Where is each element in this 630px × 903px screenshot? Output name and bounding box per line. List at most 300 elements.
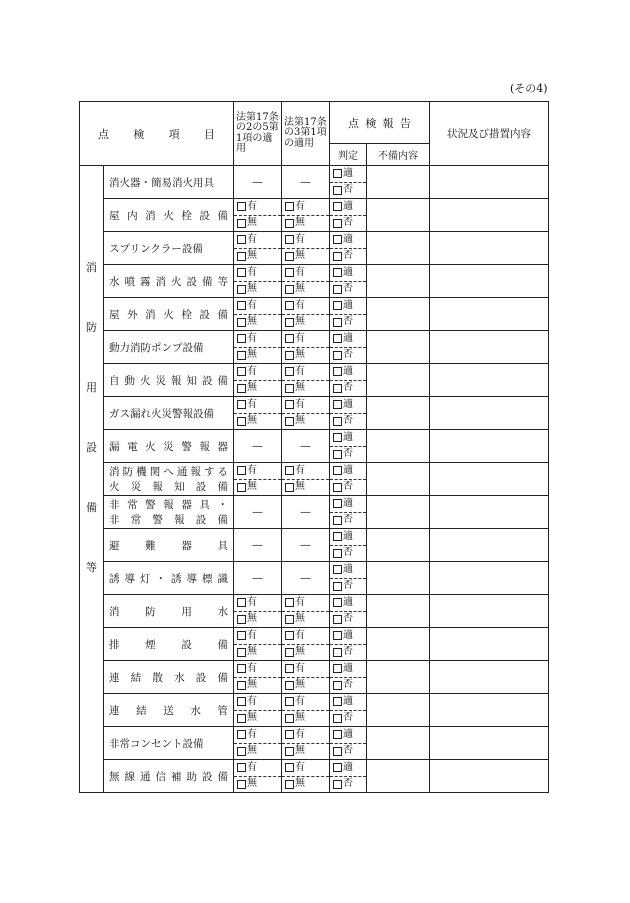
item-name-char: 識 <box>217 572 228 585</box>
checkbox-label: 適 <box>343 563 353 575</box>
checkbox-square[interactable] <box>285 648 294 657</box>
status-field[interactable] <box>430 232 549 265</box>
item-name-char: 防 <box>145 605 156 618</box>
judgement-options <box>330 760 366 792</box>
item-name-char: 難 <box>145 539 156 552</box>
status-field[interactable] <box>430 562 549 595</box>
checkbox-square[interactable] <box>285 219 294 228</box>
checkbox-square[interactable] <box>333 763 342 772</box>
pass-checkbox[interactable] <box>330 562 366 579</box>
checkbox-square[interactable] <box>237 219 246 228</box>
none-checkbox[interactable] <box>282 381 329 397</box>
item-name-cell <box>104 463 234 496</box>
checkbox-square[interactable] <box>333 631 342 640</box>
checkbox-square[interactable] <box>285 417 294 426</box>
judgement-options <box>330 529 366 561</box>
checkbox-square[interactable] <box>285 730 294 739</box>
checkbox-square[interactable] <box>333 384 342 393</box>
item-name-char: 防 <box>122 465 134 478</box>
status-field[interactable] <box>430 463 549 496</box>
item-name-line1 <box>109 465 228 479</box>
status-field[interactable] <box>430 529 549 562</box>
checkbox-label: 否 <box>343 613 353 625</box>
checkbox-square[interactable] <box>237 367 246 376</box>
item-name: 非常コンセント設備 <box>109 737 204 750</box>
checkbox-square[interactable] <box>333 268 342 277</box>
status-field[interactable] <box>430 727 549 760</box>
item-name-char: 煙 <box>145 638 156 651</box>
checkbox-square[interactable] <box>237 697 246 706</box>
have-checkbox[interactable] <box>282 397 329 414</box>
judgement-cell <box>330 232 367 265</box>
item-name-char: 消 <box>145 308 156 321</box>
checkbox-square[interactable] <box>333 532 342 541</box>
item-name-char: 設 <box>181 638 192 651</box>
applicability-law17-3 <box>282 364 330 397</box>
checkbox-label: 無 <box>247 646 257 658</box>
none-checkbox[interactable] <box>282 711 329 727</box>
none-checkbox[interactable] <box>234 777 281 793</box>
defect-field[interactable] <box>367 232 430 265</box>
checkbox-square[interactable] <box>237 351 246 360</box>
checkbox-square[interactable] <box>285 334 294 343</box>
checkbox-square[interactable] <box>285 301 294 310</box>
checkbox-label: 適 <box>343 233 353 245</box>
none-checkbox[interactable] <box>234 744 281 760</box>
pass-checkbox[interactable] <box>330 397 366 414</box>
checkbox-square[interactable] <box>237 285 246 294</box>
checkbox-square[interactable] <box>237 714 246 723</box>
have-checkbox[interactable] <box>282 265 329 282</box>
header-inspection-report <box>330 102 430 144</box>
fail-checkbox[interactable] <box>330 546 366 562</box>
checkbox-square[interactable] <box>237 483 246 492</box>
fail-checkbox[interactable] <box>330 414 366 430</box>
checkbox-square[interactable] <box>237 202 246 211</box>
checkbox-square[interactable] <box>237 417 246 426</box>
none-checkbox[interactable] <box>282 744 329 760</box>
item-name-char: 水 <box>109 275 120 288</box>
none-checkbox[interactable] <box>282 348 329 364</box>
have-checkbox[interactable] <box>234 331 281 348</box>
applicability-options <box>282 364 329 396</box>
have-checkbox[interactable] <box>282 199 329 216</box>
defect-field[interactable] <box>367 628 430 661</box>
checkbox-square[interactable] <box>333 730 342 739</box>
pass-checkbox[interactable] <box>330 298 366 315</box>
checkbox-square[interactable] <box>285 714 294 723</box>
status-field[interactable] <box>430 430 549 463</box>
item-name-cell <box>104 595 234 628</box>
defect-field[interactable] <box>367 727 430 760</box>
fail-checkbox[interactable] <box>330 249 366 265</box>
checkbox-square[interactable] <box>333 780 342 789</box>
checkbox-square[interactable] <box>333 301 342 310</box>
have-checkbox[interactable] <box>282 760 329 777</box>
defect-field[interactable] <box>367 265 430 298</box>
checkbox-label: 無 <box>247 712 257 724</box>
status-field[interactable] <box>430 496 549 529</box>
checkbox-label: 否 <box>343 646 353 658</box>
item-name-char: 備 <box>217 374 228 387</box>
item-name-char: 報 <box>190 465 201 478</box>
defect-field[interactable] <box>367 529 430 562</box>
defect-field[interactable] <box>367 331 430 364</box>
checkbox-square[interactable] <box>285 466 294 475</box>
none-checkbox[interactable] <box>282 645 329 661</box>
have-checkbox[interactable] <box>282 232 329 249</box>
item-name-char: 常 <box>130 513 142 526</box>
checkbox-square[interactable] <box>333 681 342 690</box>
checkbox-square[interactable] <box>237 268 246 277</box>
have-checkbox[interactable] <box>282 298 329 315</box>
checkbox-square[interactable] <box>285 664 294 673</box>
checkbox-square[interactable] <box>285 631 294 640</box>
checkbox-square[interactable] <box>333 433 342 442</box>
checkbox-square[interactable] <box>333 483 342 492</box>
applicability-law17-3 <box>282 760 330 793</box>
status-field[interactable] <box>430 331 549 364</box>
header-report-char: 告 <box>399 116 411 130</box>
checkbox-square[interactable] <box>333 565 342 574</box>
checkbox-label: 適 <box>343 431 353 443</box>
status-field[interactable] <box>430 595 549 628</box>
have-checkbox[interactable] <box>234 298 281 315</box>
judgement-cell <box>330 397 367 430</box>
applicability-options <box>234 232 281 264</box>
judgement-cell <box>330 364 367 397</box>
checkbox-square[interactable] <box>333 219 342 228</box>
checkbox-square[interactable] <box>237 664 246 673</box>
have-checkbox[interactable] <box>282 694 329 711</box>
have-checkbox[interactable] <box>234 265 281 282</box>
item-name-char: 消 <box>145 209 156 222</box>
none-checkbox[interactable] <box>234 249 281 265</box>
checkbox-square[interactable] <box>333 598 342 607</box>
fail-checkbox[interactable] <box>330 678 366 694</box>
defect-field[interactable] <box>367 661 430 694</box>
checkbox-square[interactable] <box>237 466 246 475</box>
status-field[interactable] <box>430 265 549 298</box>
checkbox-label: 有 <box>295 332 305 344</box>
status-field[interactable] <box>430 397 549 430</box>
checkbox-label: 否 <box>343 184 353 196</box>
have-checkbox[interactable] <box>282 595 329 612</box>
checkbox-square[interactable] <box>333 318 342 327</box>
checkbox-square[interactable] <box>333 664 342 673</box>
fail-checkbox[interactable] <box>330 612 366 628</box>
fail-checkbox[interactable] <box>330 711 366 727</box>
none-checkbox[interactable] <box>234 348 281 364</box>
have-checkbox[interactable] <box>282 331 329 348</box>
have-checkbox[interactable] <box>282 661 329 678</box>
fail-checkbox[interactable] <box>330 645 366 661</box>
none-checkbox[interactable] <box>234 678 281 694</box>
item-name-char: 知 <box>186 374 197 387</box>
checkbox-square[interactable] <box>285 367 294 376</box>
none-checkbox[interactable] <box>282 678 329 694</box>
have-checkbox[interactable] <box>282 364 329 381</box>
checkbox-square[interactable] <box>285 318 294 327</box>
none-checkbox[interactable] <box>234 216 281 232</box>
have-checkbox[interactable] <box>282 727 329 744</box>
checkbox-square[interactable] <box>333 367 342 376</box>
checkbox-label: 有 <box>247 299 257 311</box>
defect-field[interactable] <box>367 397 430 430</box>
checkbox-square[interactable] <box>333 516 342 525</box>
checkbox-square[interactable] <box>285 252 294 261</box>
defect-field[interactable] <box>367 496 430 529</box>
item-name-char: 霧 <box>140 275 151 288</box>
checkbox-square[interactable] <box>333 648 342 657</box>
item-name-char: 標 <box>202 572 213 585</box>
defect-field[interactable] <box>367 199 430 232</box>
pass-checkbox[interactable] <box>330 364 366 381</box>
fail-checkbox[interactable] <box>330 513 366 529</box>
none-checkbox[interactable] <box>234 711 281 727</box>
fail-checkbox[interactable] <box>330 579 366 595</box>
checkbox-square[interactable] <box>333 334 342 343</box>
checkbox-square[interactable] <box>333 235 342 244</box>
item-name-char: 備 <box>217 671 228 684</box>
checkbox-square[interactable] <box>333 186 342 195</box>
status-field[interactable] <box>430 694 549 727</box>
applicability-options <box>234 364 281 396</box>
have-checkbox[interactable] <box>282 463 329 480</box>
defect-field[interactable] <box>367 298 430 331</box>
pass-checkbox[interactable] <box>330 199 366 216</box>
checkbox-square[interactable] <box>285 268 294 277</box>
checkbox-square[interactable] <box>237 631 246 640</box>
checkbox-square[interactable] <box>333 697 342 706</box>
item-name-two-line <box>109 465 228 494</box>
fail-checkbox[interactable] <box>330 183 366 199</box>
pass-checkbox[interactable] <box>330 265 366 282</box>
item-name-char: 設 <box>202 770 213 783</box>
checkbox-square[interactable] <box>333 466 342 475</box>
checkbox-square[interactable] <box>285 598 294 607</box>
checkbox-square[interactable] <box>285 202 294 211</box>
item-name-char: 噴 <box>124 275 135 288</box>
checkbox-square[interactable] <box>237 681 246 690</box>
pass-checkbox[interactable] <box>330 727 366 744</box>
checkbox-square[interactable] <box>333 499 342 508</box>
checkbox-square[interactable] <box>285 483 294 492</box>
item-name-char: 報 <box>152 480 163 493</box>
checkbox-square[interactable] <box>285 235 294 244</box>
checkbox-square[interactable] <box>333 450 342 459</box>
checkbox-square[interactable] <box>237 400 246 409</box>
checkbox-square[interactable] <box>333 714 342 723</box>
fail-checkbox[interactable] <box>330 315 366 331</box>
checkbox-square[interactable] <box>237 615 246 624</box>
status-field[interactable] <box>430 628 549 661</box>
fail-checkbox[interactable] <box>330 447 366 463</box>
have-checkbox[interactable] <box>234 760 281 777</box>
checkbox-square[interactable] <box>237 318 246 327</box>
checkbox-square[interactable] <box>285 615 294 624</box>
applicability-options <box>282 694 329 726</box>
none-checkbox[interactable] <box>234 480 281 496</box>
checkbox-label: 否 <box>343 448 353 460</box>
checkbox-square[interactable] <box>333 252 342 261</box>
none-checkbox[interactable] <box>234 381 281 397</box>
status-field[interactable] <box>430 364 549 397</box>
pass-checkbox[interactable] <box>330 496 366 513</box>
judgement-cell <box>330 760 367 793</box>
pass-checkbox[interactable] <box>330 430 366 447</box>
fail-checkbox[interactable] <box>330 480 366 496</box>
fail-checkbox[interactable] <box>330 216 366 232</box>
checkbox-square[interactable] <box>333 582 342 591</box>
none-checkbox[interactable] <box>282 282 329 298</box>
checkbox-square[interactable] <box>237 648 246 657</box>
none-checkbox[interactable] <box>234 282 281 298</box>
checkbox-square[interactable] <box>333 202 342 211</box>
item-name-char: 設 <box>199 209 210 222</box>
checkbox-square[interactable] <box>285 697 294 706</box>
applicability-law17-3 <box>282 199 330 232</box>
defect-field[interactable] <box>367 595 430 628</box>
none-checkbox[interactable] <box>234 414 281 430</box>
checkbox-square[interactable] <box>237 598 246 607</box>
checkbox-square[interactable] <box>333 169 342 178</box>
have-checkbox[interactable] <box>234 694 281 711</box>
none-checkbox[interactable] <box>282 612 329 628</box>
none-checkbox[interactable] <box>282 414 329 430</box>
judgement-options <box>330 331 366 363</box>
checkbox-label: 有 <box>295 695 305 707</box>
checkbox-square[interactable] <box>333 747 342 756</box>
have-checkbox[interactable] <box>234 397 281 414</box>
item-name-char: 報 <box>199 440 210 453</box>
item-name-char: 避 <box>109 539 120 552</box>
fail-checkbox[interactable] <box>330 348 366 364</box>
item-name-char: 報 <box>174 513 185 526</box>
pass-checkbox[interactable] <box>330 232 366 249</box>
checkbox-label: 無 <box>247 382 257 394</box>
checkbox-square[interactable] <box>237 301 246 310</box>
checkbox-square[interactable] <box>237 252 246 261</box>
item-name-char: 災 <box>163 440 174 453</box>
judgement-options <box>330 364 366 396</box>
none-checkbox[interactable] <box>234 645 281 661</box>
checkbox-square[interactable] <box>285 780 294 789</box>
defect-field[interactable] <box>367 166 430 199</box>
checkbox-square[interactable] <box>333 417 342 426</box>
have-checkbox[interactable] <box>234 661 281 678</box>
checkbox-square[interactable] <box>333 549 342 558</box>
pass-checkbox[interactable] <box>330 331 366 348</box>
defect-field[interactable] <box>367 430 430 463</box>
fail-checkbox[interactable] <box>330 744 366 760</box>
pass-checkbox[interactable] <box>330 463 366 480</box>
checkbox-square[interactable] <box>237 730 246 739</box>
checkbox-square[interactable] <box>285 351 294 360</box>
checkbox-square[interactable] <box>237 235 246 244</box>
have-checkbox[interactable] <box>234 232 281 249</box>
pass-checkbox[interactable] <box>330 628 366 645</box>
checkbox-square[interactable] <box>285 747 294 756</box>
none-checkbox[interactable] <box>282 216 329 232</box>
pass-checkbox[interactable] <box>330 595 366 612</box>
defect-field[interactable] <box>367 694 430 727</box>
checkbox-square[interactable] <box>285 400 294 409</box>
none-checkbox[interactable] <box>234 612 281 628</box>
pass-checkbox[interactable] <box>330 661 366 678</box>
item-name-char: 消 <box>109 605 120 618</box>
item-name-cell <box>104 430 234 463</box>
have-checkbox[interactable] <box>234 595 281 612</box>
status-field[interactable] <box>430 298 549 331</box>
checkbox-square[interactable] <box>285 681 294 690</box>
have-checkbox[interactable] <box>234 463 281 480</box>
judgement-cell <box>330 331 367 364</box>
fail-checkbox[interactable] <box>330 282 366 298</box>
defect-field[interactable] <box>367 364 430 397</box>
none-checkbox[interactable] <box>282 249 329 265</box>
none-checkbox[interactable] <box>282 777 329 793</box>
defect-field[interactable] <box>367 562 430 595</box>
checkbox-square[interactable] <box>285 763 294 772</box>
checkbox-square[interactable] <box>285 285 294 294</box>
checkbox-square[interactable] <box>237 780 246 789</box>
page-number-note: (その4) <box>510 82 548 95</box>
none-checkbox[interactable] <box>282 480 329 496</box>
judgement-options <box>330 463 366 495</box>
status-field[interactable] <box>430 661 549 694</box>
applicability-law17-2-na: ― <box>234 562 282 595</box>
applicability-law17-2 <box>234 199 282 232</box>
item-name-line2 <box>109 480 228 494</box>
fail-checkbox[interactable] <box>330 777 366 793</box>
checkbox-square[interactable] <box>333 285 342 294</box>
checkbox-square[interactable] <box>333 615 342 624</box>
checkbox-square[interactable] <box>237 384 246 393</box>
checkbox-square[interactable] <box>237 763 246 772</box>
header-defect: 不備内容 <box>367 144 430 166</box>
checkbox-label: 否 <box>343 481 353 493</box>
checkbox-square[interactable] <box>333 400 342 409</box>
pass-checkbox[interactable] <box>330 166 366 183</box>
checkbox-square[interactable] <box>333 351 342 360</box>
fail-checkbox[interactable] <box>330 381 366 397</box>
checkbox-square[interactable] <box>285 384 294 393</box>
have-checkbox[interactable] <box>282 628 329 645</box>
item-name-char: 灯 <box>140 572 151 585</box>
pass-checkbox[interactable] <box>330 760 366 777</box>
none-checkbox[interactable] <box>234 315 281 331</box>
applicability-law17-3-na: ― <box>282 529 330 562</box>
none-checkbox[interactable] <box>282 315 329 331</box>
status-field[interactable] <box>430 199 549 232</box>
checkbox-square[interactable] <box>237 334 246 343</box>
have-checkbox[interactable] <box>234 199 281 216</box>
checkbox-square[interactable] <box>237 747 246 756</box>
defect-field[interactable] <box>367 760 430 793</box>
checkbox-label: 有 <box>295 728 305 740</box>
defect-field[interactable] <box>367 463 430 496</box>
pass-checkbox[interactable] <box>330 694 366 711</box>
status-field[interactable] <box>430 760 549 793</box>
have-checkbox[interactable] <box>234 727 281 744</box>
status-field[interactable] <box>430 166 549 199</box>
item-name-cell <box>104 199 234 232</box>
pass-checkbox[interactable] <box>330 529 366 546</box>
have-checkbox[interactable] <box>234 628 281 645</box>
item-name-char: 設 <box>195 513 207 526</box>
have-checkbox[interactable] <box>234 364 281 381</box>
